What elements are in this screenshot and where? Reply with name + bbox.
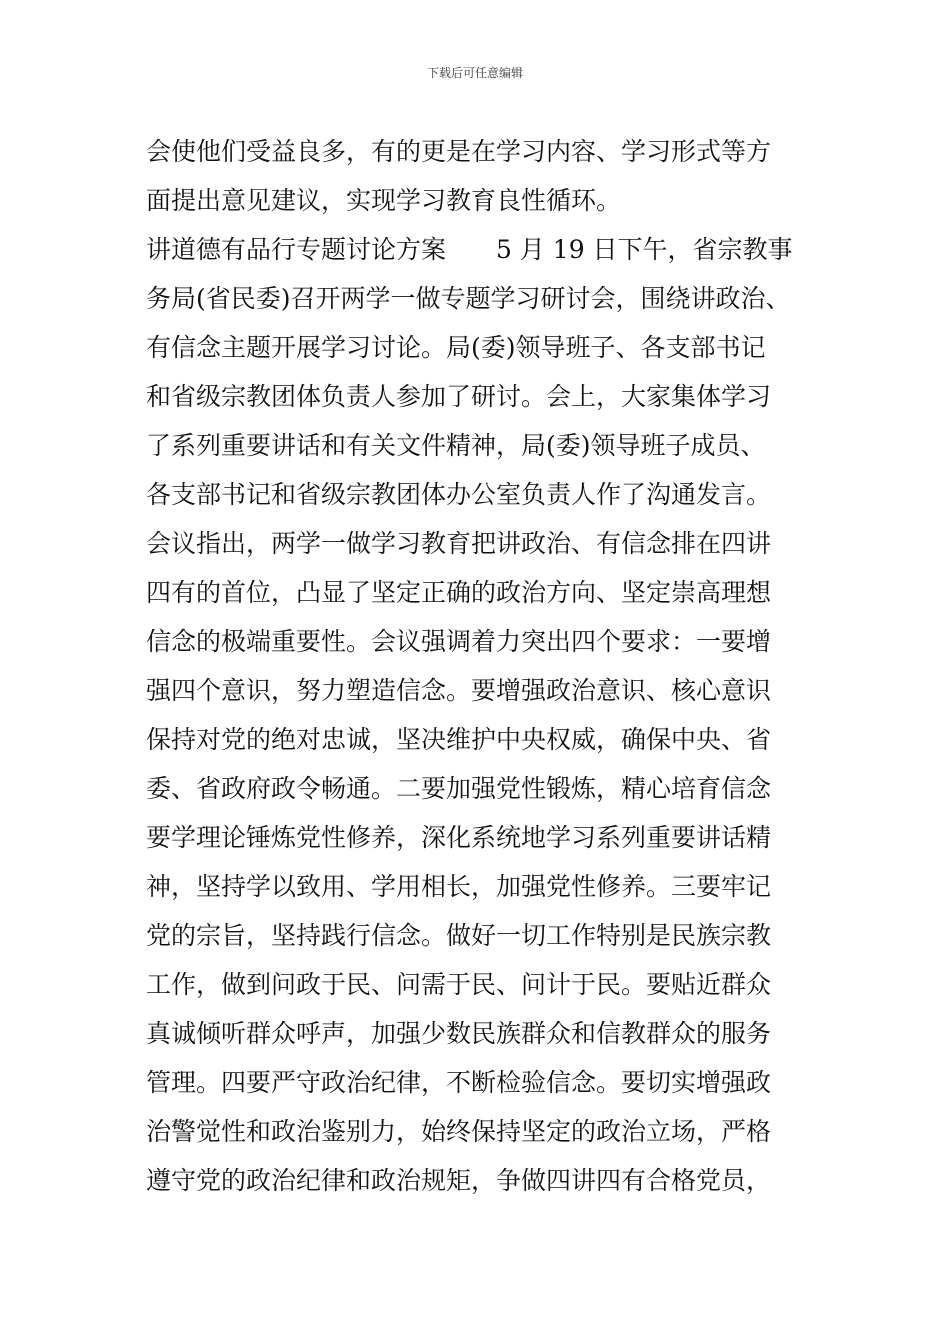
text-line: 和省级宗教团体负责人参加了研讨。会上，大家集体学习	[146, 382, 772, 411]
text-line: 强四个意识，努力塑造信念。要增强政治意识、核心意识	[146, 676, 772, 705]
text-line: 工作，做到问政于民、问需于民、问计于民。要贴近群众	[146, 970, 772, 999]
text-line: 四有的首位，凸显了坚定正确的政治方向、坚定崇高理想	[146, 578, 772, 607]
text-line: 务局(省民委)召开两学一做专题学习研讨会，围绕讲政治、	[146, 284, 791, 313]
text-line: 面提出意见建议，实现学习教育良性循环。	[146, 186, 622, 215]
page-header: 下载后可任意编辑	[426, 66, 523, 80]
text-line: 党的宗旨，坚持践行信念。做好一切工作特别是民族宗教	[146, 921, 772, 950]
document-body	[146, 127, 826, 1205]
text-line: 保持对党的绝对忠诚，坚决维护中央权威，确保中央、省	[146, 725, 772, 754]
text-line: 会使他们受益良多，有的更是在学习内容、学习形式等方	[146, 137, 772, 166]
text-line: 真诚倾听群众呼声，加强少数民族群众和信教群众的服务	[146, 1019, 772, 1048]
text-line: 要学理论锤炼党性修养，深化系统地学习系列重要讲话精	[146, 823, 772, 852]
text-line: 神，坚持学以致用、学用相长，加强党性修养。三要牢记	[146, 872, 772, 901]
text-line: 各支部书记和省级宗教团体办公室负责人作了沟通发言。	[146, 480, 772, 509]
text-line: 了系列重要讲话和有关文件精神，局(委)领导班子成员、	[146, 431, 766, 460]
text-line: 有信念主题开展学习讨论。局(委)领导班子、各支部书记	[146, 333, 766, 362]
text-line: 会议指出，两学一做学习教育把讲政治、有信念排在四讲	[146, 529, 772, 558]
text-line: 治警觉性和政治鉴别力，始终保持坚定的政治立场，严格	[146, 1117, 772, 1146]
text-line: 讲道德有品行专题讨论方案 5 月 19 日下午，省宗教事	[146, 235, 793, 264]
text-line: 管理。四要严守政治纪律，不断检验信念。要切实增强政	[146, 1068, 772, 1097]
text-line: 委、省政府政令畅通。二要加强党性锻炼，精心培育信念	[146, 774, 772, 803]
text-line: 信念的极端重要性。会议强调着力突出四个要求：一要增	[146, 627, 772, 656]
text-line: 遵守党的政治纪律和政治规矩，争做四讲四有合格党员，	[146, 1166, 772, 1195]
